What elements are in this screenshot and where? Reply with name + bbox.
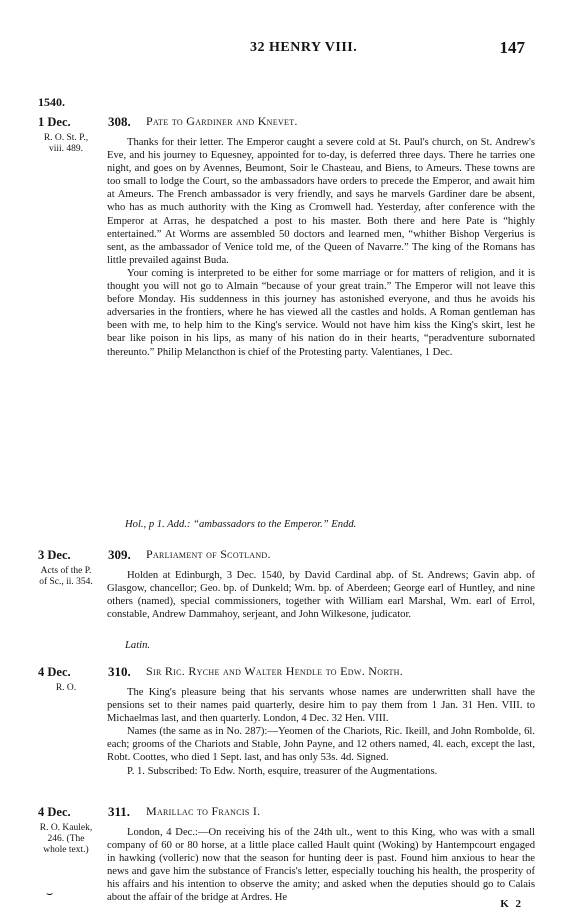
entry-date: 1 Dec. [38, 115, 71, 129]
entry-body [107, 826, 535, 905]
entry-note: Latin. [125, 640, 151, 651]
entry-source: R. O. Kaulek, 246. (The whole text.) [39, 823, 93, 855]
entry-date: 3 Dec. [38, 548, 71, 562]
entry-paragraph: London, 4 Dec.:—On receiving his of the 24th ult., went to this King, who was with a small company of 60 or 80 horse, at a little place called Hault quint (Woking) by Hantempcourt engaged in hawking (volleric) now that the season for hunting deer is past. Found him anxious to hear the news and gave him the substance of Francis's letter, especially touching his health, the prosperity of his affairs and his intention to observe the amity; and asked when the deputies should go to Calais about the affair of the bridge at Ardres. He [107, 827, 535, 904]
entry-source: Acts of the P. of Sc., ii. 354. [39, 566, 93, 587]
running-head: 32 HENRY VIII. [250, 40, 358, 55]
entry-number: 308. [108, 114, 131, 129]
entry-source: R. O. [55, 683, 77, 693]
entry-source: R. O. St. P., viii. 489. [43, 133, 89, 154]
entry-number: 309. [108, 547, 131, 562]
marginal-mark: ⌣ [46, 888, 54, 900]
entry-body [107, 569, 535, 621]
entry-note: Hol., p 1. Add.: “ambassadors to the Emperor.” Endd. [125, 519, 357, 530]
entry-date: 4 Dec. [38, 805, 71, 819]
signature-mark: K 2 [500, 898, 523, 910]
entry-paragraph: Names (the same as in No. 287):—Yeomen of the Chariots, Ric. Ikeill, and John Rombolde, 6l. each; grooms of the Chariots and Stable, John Payne, and 12 others named, 4l. each, except the last, Robt. Coottes, who died 1 Sept. last, and has only 53s. 4d. Signed. [107, 726, 535, 764]
entry-title: Marillac to Francis I. [146, 804, 261, 818]
entry-paragraph: Thanks for their letter. The Emperor caught a severe cold at St. Paul's church, on St. Andrew's Eve, and his journey to Equesney, appointed for to-day, is deferred three days. There he tarries one night, and goes on by Avennes, Beumont, Soir le Chasteau, and Biens, to Ameurs. These towns are too small to lodge the Court, so the ambassadors have orders to precede the Emperor, and await him at Ameurs. The French ambassador is very friendly, and says he marvels Gardiner dare be absent, who has as much authority with the King as Cromwell had. Yesterday, after conference with the Emperor at Arras, he despatched a post to his master. Both there and here Pate is “highly entertained.” At Worms are assembled 50 doctors and learned men, “whither Bishop Vergerius is sent, as the ambassador of Venice told me, of the Queen of Navarre.” The king of the Romans has little prevailed against Buda. [107, 137, 535, 266]
entry-number: 311. [108, 804, 131, 819]
entry-title: Parliament of Scotland. [146, 547, 271, 561]
entry-paragraph: Holden at Edinburgh, 3 Dec. 1540, by David Cardinal abp. of St. Andrews; Gavin abp. of Glasgow, chancellor; Geo. bp. of Dunkeld; Wm. bp. of Aberdeen; George earl of Huntley, and nine others (named), special commissioners, together with William earl Marshal, Wm. earl of Errol, constable, Andrew Dammahoy, serjeant, and John Wilkesone, judicator. [107, 570, 535, 621]
entry-date: 4 Dec. [38, 665, 71, 679]
entry-body [107, 136, 535, 359]
entry-number: 310. [108, 664, 131, 679]
page-number: 147 [499, 38, 525, 57]
entry-paragraph: Your coming is interpreted to be either for some marriage or for matters of religion, and it is thought you will not go to Almain “because of your great train.” The Emperor will not leave this before Monday. His suddenness in this journey has astonished everyone, and thus he avoids his adversaries in the frontiers, where he has viewed all the castles and holds. A Roman gentleman has been with me, to help him to the King's service. Would not have him kiss the King's skirt, lest he bear like poison in his lips, as many of his nation do in their hearts, “peradventure subornated thereunto.” Philip Melancthon is chief of the Protesting party. Valentianes, 1 Dec. [107, 267, 535, 358]
entry-body [107, 686, 535, 778]
entry-paragraph: P. 1. Subscribed: To Edw. North, esquire, treasurer of the Augmentations. [127, 765, 438, 777]
entry-paragraph: The King's pleasure being that his servants whose names are underwritten shall have the pensions set to their names paid quarterly, desire him to pay them from 1 Jan. 31 Hen. VIII. to Michaelmas last, and then quarterly. London, 4 Dec. 32 Hen. VIII. [107, 687, 535, 725]
page-header [0, 40, 567, 62]
entry-title: Sir Ric. Ryche and Walter Hendle to Edw. North. [146, 664, 404, 678]
year-heading: 1540. [38, 95, 65, 109]
entry-title: Pate to Gardiner and Knevet. [146, 114, 298, 128]
